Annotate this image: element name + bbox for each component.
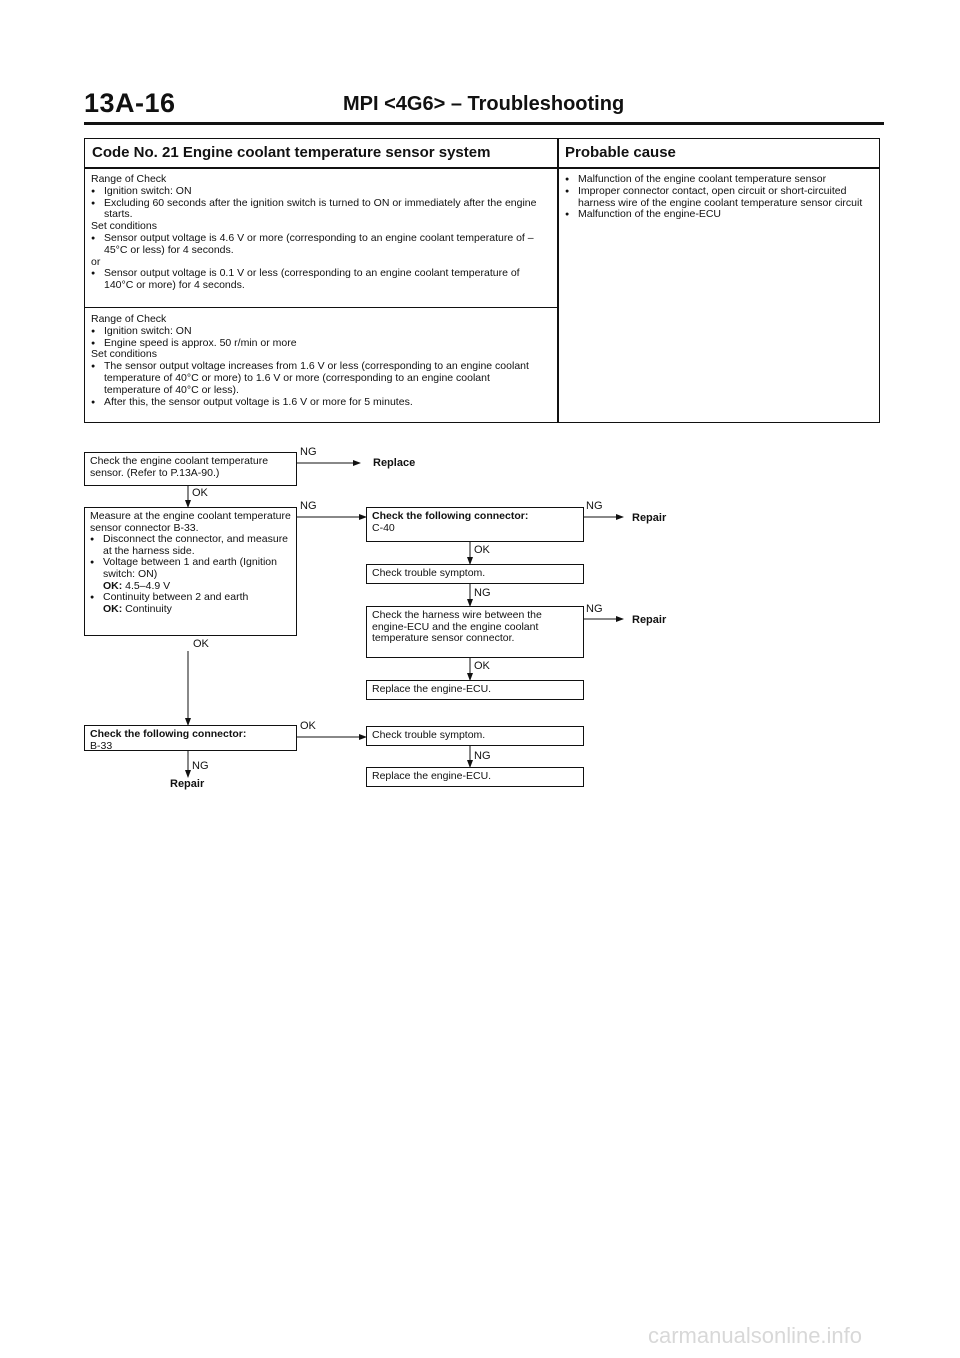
replace-ecu-text: Replace the engine-ECU. <box>372 770 492 782</box>
or-text: or <box>91 255 101 268</box>
range-item: ● Excluding 60 seconds after the ignition switch is turned to ON or immediately after the engine starts. <box>91 198 549 222</box>
replace-ecu-text: Replace the engine-ECU. <box>372 683 492 695</box>
ng-label: NG <box>300 500 317 512</box>
table-left-header: Code No. 21 Engine coolant temperature sensor system <box>92 144 491 161</box>
measure-spec: OK: Continuity <box>103 602 172 615</box>
measure-step: ● Voltage between 1 and earth (Ignition switch: ON) <box>90 557 291 580</box>
ng-label: NG <box>474 587 491 599</box>
connector-title: Check the following connector: <box>90 728 247 740</box>
check-connector-b33-box <box>84 725 297 751</box>
cause-item: ● Malfunction of the engine-ECU <box>565 209 871 221</box>
check-sensor-text: Check the engine coolant temperature sensor. (Refer to P.13A-90.) <box>90 455 269 479</box>
ng-label: NG <box>300 446 317 458</box>
ok-label: OK <box>474 544 490 556</box>
ng-label: NG <box>586 603 603 615</box>
set-item: ● The sensor output voltage increases from 1.6 V or less (corresponding to an engine coolant temperature of 40°C or more) to 1.6 V or more (corresponding to an engine coolant temperature of 40°C or less). <box>91 361 549 396</box>
repair-label: Repair <box>632 614 667 626</box>
check-harness-text: Check the harness wire between the engine-ECU and the engine coolant temperature sensor connector. <box>372 609 542 645</box>
set-item: ● After this, the sensor output voltage is 1.6 V or more for 5 minutes. <box>91 397 549 409</box>
replace-ecu-box <box>366 680 584 700</box>
ng-label: NG <box>474 750 491 762</box>
set-heading: Set conditions <box>91 348 157 361</box>
check-symptom-box <box>366 564 584 584</box>
range-item: ● Ignition switch: ON <box>91 186 549 198</box>
ok-label: OK <box>474 660 490 672</box>
ok-label: OK <box>300 720 316 732</box>
ok-label: OK <box>192 487 208 499</box>
range-heading: Range of Check <box>91 313 167 325</box>
range-item: ● Engine speed is approx. 50 r/min or more <box>91 338 549 350</box>
check-symptom-text: Check trouble symptom. <box>372 567 486 579</box>
set-item: ● Sensor output voltage is 0.1 V or less (corresponding to an engine coolant temperature of 140°C or more) for 4 seconds. <box>91 268 549 292</box>
check-symptom-text: Check trouble symptom. <box>372 729 486 741</box>
connector-title: Check the following connector: <box>372 510 529 522</box>
check-sensor-box <box>84 452 297 486</box>
cause-item: ● Malfunction of the engine coolant temperature sensor <box>565 174 871 186</box>
measure-step: ● Disconnect the connector, and measure at the harness side. <box>90 534 291 557</box>
set-heading: Set conditions <box>91 220 157 233</box>
connector-code: B-33 <box>90 739 113 752</box>
watermark: carmanualsonline.info <box>648 1323 863 1348</box>
table-right-header: Probable cause <box>565 144 676 161</box>
ng-label: NG <box>192 760 209 772</box>
measure-connector-box <box>84 507 297 636</box>
check-harness-box <box>366 606 584 658</box>
check-connector-c40-box <box>366 507 584 542</box>
measure-intro: Measure at the engine coolant temperature sensor connector B-33. <box>90 510 291 534</box>
repair-label: Repair <box>632 512 667 524</box>
ng-label: NG <box>586 500 603 512</box>
page-number: 13A-16 <box>84 88 176 118</box>
page-title: MPI <4G6> – Troubleshooting <box>343 93 625 115</box>
repair-label: Repair <box>170 778 205 790</box>
range-item: ● Ignition switch: ON <box>91 326 549 338</box>
cause-item: ● Improper connector contact, open circuit or short-circuited harness wire of the engine coolant temperature sensor circuit <box>565 186 871 210</box>
measure-step: ● Continuity between 2 and earth <box>90 592 291 604</box>
measure-spec: OK: 4.5–4.9 V <box>103 579 171 592</box>
check-symptom-box-2 <box>366 726 584 746</box>
ok-label: OK <box>193 638 209 650</box>
replace-ecu-box-2 <box>366 767 584 787</box>
set-item: ● Sensor output voltage is 4.6 V or more (corresponding to an engine coolant temperature of –45°C or less) for 4 seconds. <box>91 233 549 257</box>
replace-label: Replace <box>373 457 416 469</box>
connector-code: C-40 <box>372 521 395 534</box>
range-heading: Range of Check <box>91 173 167 185</box>
